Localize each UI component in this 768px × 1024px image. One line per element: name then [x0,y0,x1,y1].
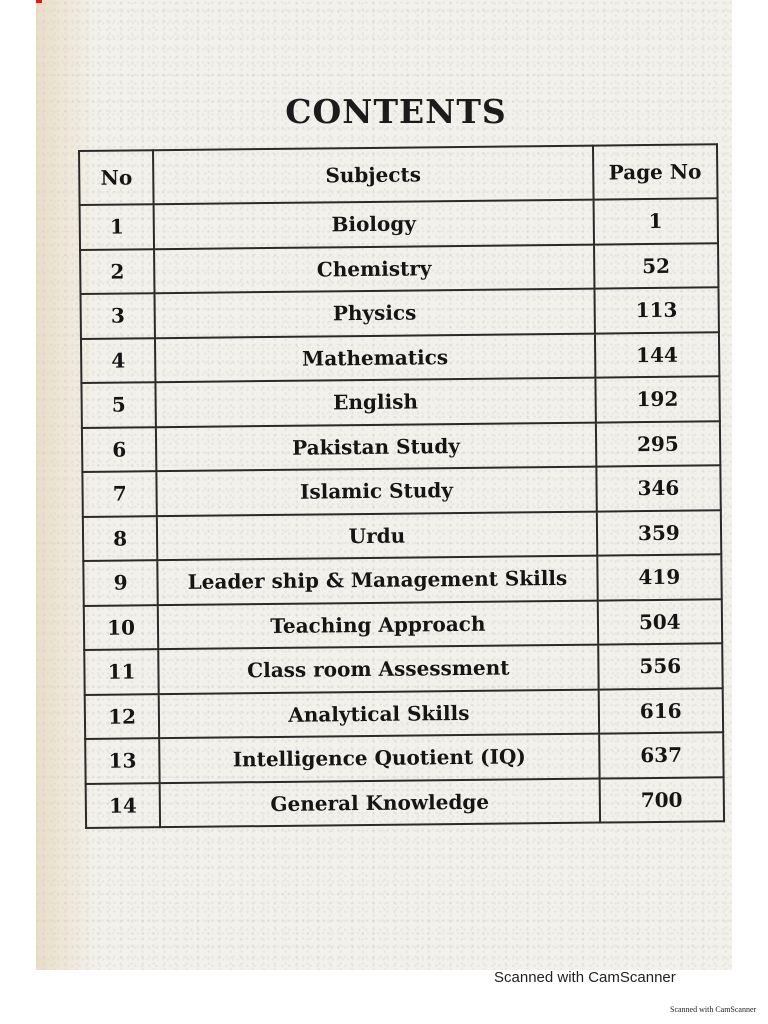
row-no: 4 [81,338,156,383]
table-row [84,599,722,650]
table-row [83,554,721,605]
table-header-row [79,144,718,205]
row-page: 504 [597,599,722,645]
row-subject: Physics [155,289,595,338]
header-page-no: Page No [593,144,718,199]
table-row [81,332,719,383]
row-no: 8 [83,516,158,561]
table-row [83,510,721,561]
row-no: 3 [81,293,156,338]
row-page: 637 [599,732,724,778]
scanned-page [36,0,732,970]
row-subject: Teaching Approach [158,600,598,649]
row-subject: Class room Assessment [158,645,598,694]
table-row [81,287,719,338]
row-page: 419 [597,554,722,600]
table-row [80,198,718,249]
row-no: 14 [86,783,161,828]
table-row [82,465,720,516]
row-page: 144 [595,332,720,378]
row-subject: Leader ship & Management Skills [158,556,598,605]
row-page: 295 [595,421,720,467]
row-subject: Mathematics [155,333,595,382]
row-no: 9 [83,560,158,605]
row-page: 359 [596,510,721,556]
row-subject: Biology [154,200,594,249]
row-no: 10 [84,605,159,650]
row-subject: Analytical Skills [159,689,599,738]
row-subject: General Knowledge [160,778,600,827]
table-row [80,243,718,294]
row-no: 5 [81,382,156,427]
scanner-footnote: Scanned with CamScanner [670,1005,757,1014]
row-page: 52 [594,243,719,289]
table-row [85,688,723,739]
row-subject: English [156,378,596,427]
table-row [84,643,722,694]
header-subjects: Subjects [153,146,593,205]
row-no: 1 [80,204,155,249]
row-page: 192 [595,376,720,422]
contents-table [78,143,725,829]
row-page: 346 [596,465,721,511]
row-page: 616 [598,688,723,734]
table-row [82,421,720,472]
row-no: 2 [80,249,155,294]
row-subject: Chemistry [154,244,594,293]
page-title: CONTENTS [285,92,507,131]
table-row [86,777,724,828]
table-row [85,732,723,783]
row-no: 7 [82,471,157,516]
row-subject: Islamic Study [157,467,597,516]
row-no: 11 [84,649,159,694]
row-page: 113 [594,287,719,333]
scanner-watermark: Scanned with CamScanner [494,969,676,986]
row-subject: Pakistan Study [156,422,596,471]
row-page: 700 [599,777,724,823]
row-subject: Intelligence Quotient (IQ) [159,734,599,783]
row-subject: Urdu [157,511,597,560]
row-page: 1 [593,198,718,244]
row-no: 13 [85,738,160,783]
header-no: No [79,150,154,205]
row-no: 6 [82,427,157,472]
row-no: 12 [85,694,160,739]
corner-mark [36,0,42,3]
table-row [81,376,719,427]
row-page: 556 [598,643,723,689]
